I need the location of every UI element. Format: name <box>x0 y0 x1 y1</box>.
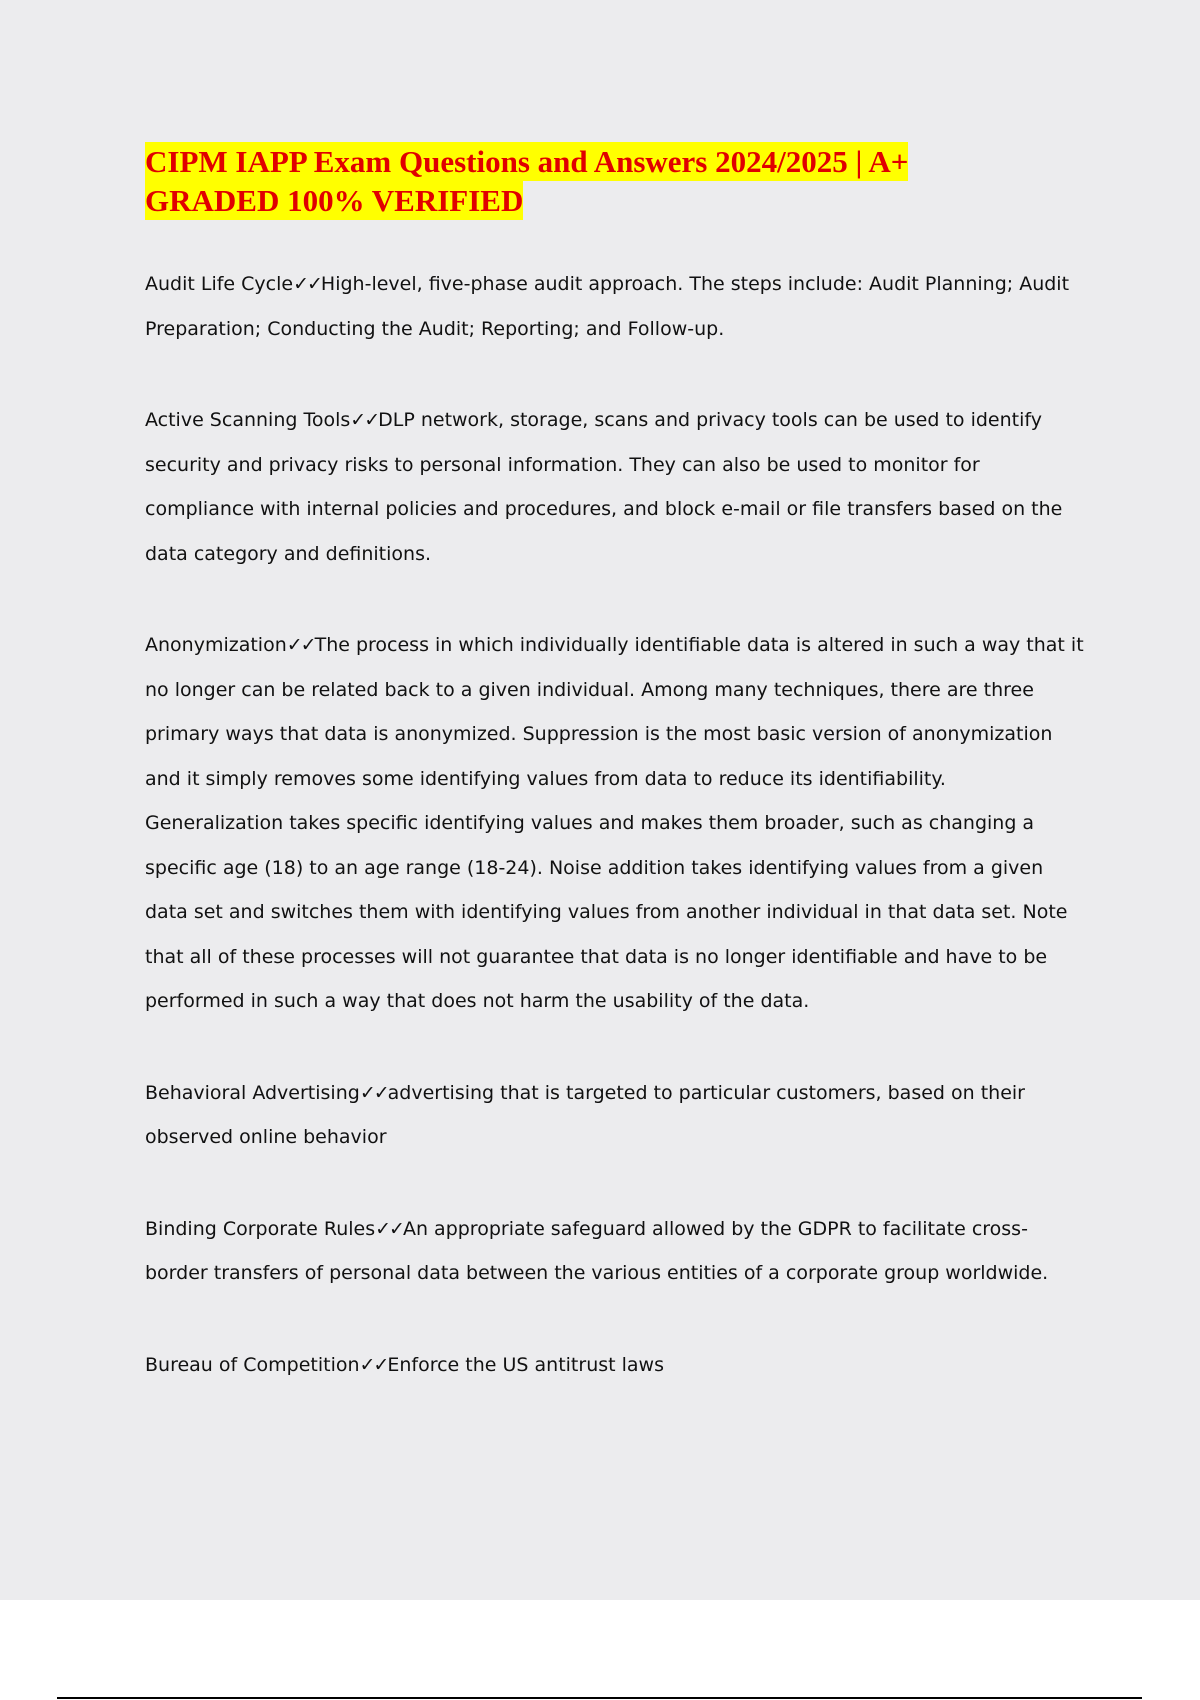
check-mark-icon: ✓✓ <box>359 1081 388 1104</box>
title-line-1: CIPM IAPP Exam Questions and Answers 2024/2025 | A+ <box>145 144 909 179</box>
check-mark-icon: ✓✓ <box>293 273 321 295</box>
entry-term: Anonymization <box>145 634 287 656</box>
entry-definition: An appropriate safeguard allowed by the GDPR to facilitate cross-border transfers of personal data between the various entities of a corporate group worldwide. <box>145 1217 1049 1284</box>
check-mark-icon: ✓✓ <box>375 1217 403 1240</box>
entry-definition: Enforce the US antitrust laws <box>387 1353 664 1376</box>
check-mark-icon: ✓✓ <box>359 1353 388 1376</box>
entry-term: Behavioral Advertising <box>145 1081 360 1104</box>
document-title <box>145 142 1045 220</box>
entry-definition: High-level, five-phase audit approach. The steps include: Audit Planning; Audit Preparation; Conducting the Audit; Reporting; and Follow-up. <box>145 273 1070 340</box>
qa-entry-binding-corporate-rules <box>145 1207 1085 1296</box>
check-mark-icon: ✓✓ <box>286 634 315 656</box>
entry-term: Binding Corporate Rules <box>145 1217 376 1240</box>
title-line-2: GRADED 100% VERIFIED <box>145 183 524 218</box>
qa-entry-anonymization <box>145 623 1085 1024</box>
entry-definition: advertising that is targeted to particular customers, based on their observed online behavior <box>145 1081 1025 1148</box>
qa-entry-bureau-of-competition <box>145 1343 1085 1388</box>
entry-term: Audit Life Cycle <box>145 273 294 295</box>
qa-entries <box>145 262 1085 1434</box>
check-mark-icon: ✓✓ <box>350 409 379 431</box>
entry-definition: The process in which individually identifiable data is altered in such a way that it no longer can be related back to a given individual. Among many techniques, there are three primary ways that data is anonymized. Suppression is the most basic version of anonymization and it simply removes some identifying values from data to reduce its identifiability. Generalization takes specific identifying values and makes them broader, such as changing a specific age (18) to an age range (18-24). Noise addition takes identifying values from a given data set and switches them with identifying values from another individual in that data set. Note that all of these processes will not guarantee that data is no longer identifiable and have to be performed in such a way that does not harm the usability of the data. <box>145 634 1084 1012</box>
entry-definition: DLP network, storage, scans and privacy tools can be used to identify security and privacy risks to personal information. They can also be used to monitor for compliance with internal policies and procedures, and block e-mail or file transfers based on the data category and definitions. <box>145 409 1063 565</box>
qa-entry-active-scanning-tools <box>145 398 1085 576</box>
qa-entry-audit-life-cycle <box>145 262 1085 351</box>
entry-term: Bureau of Competition <box>145 1353 360 1376</box>
entry-term: Active Scanning Tools <box>145 409 351 431</box>
page-divider <box>57 1697 1142 1699</box>
qa-entry-behavioral-advertising <box>145 1071 1085 1160</box>
